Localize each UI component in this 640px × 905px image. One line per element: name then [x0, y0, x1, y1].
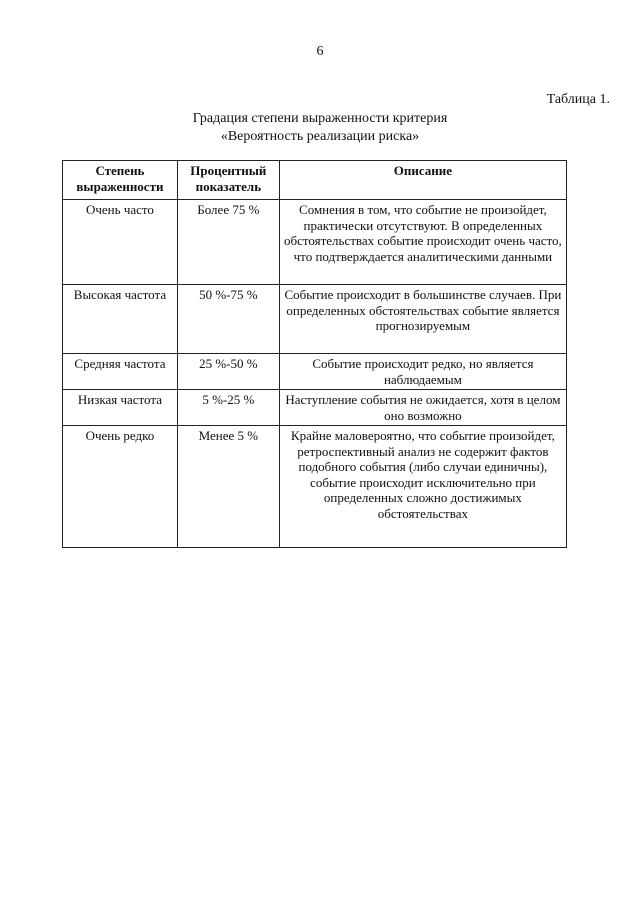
header-degree: Степень выраженности	[63, 161, 178, 200]
cell-percent: 50 %-75 %	[177, 285, 279, 354]
table-row	[63, 354, 567, 390]
table-row	[63, 285, 567, 354]
cell-percent: Более 75 %	[177, 200, 279, 285]
table-title-line-2: «Вероятность реализации риска»	[220, 129, 420, 144]
table-label: Таблица 1.	[546, 92, 610, 107]
cell-description: Сомнения в том, что событие не произойдет, практически отсутствуют. В определенных обстоятельствах событие происходит очень часто, что подтверждается аналитическими данными	[279, 200, 566, 285]
cell-degree: Низкая частота	[63, 390, 178, 426]
cell-degree: Высокая частота	[63, 285, 178, 354]
risk-probability-table	[62, 160, 567, 548]
cell-degree: Очень часто	[63, 200, 178, 285]
cell-percent: 5 %-25 %	[177, 390, 279, 426]
table-row	[63, 390, 567, 426]
table-title-line-1: Градация степени выраженности критерия	[192, 111, 448, 126]
cell-description: Наступление события не ожидается, хотя в целом оно возможно	[279, 390, 566, 426]
cell-description: Событие происходит редко, но является наблюдаемым	[279, 354, 566, 390]
cell-description: Крайне маловероятно, что событие произойдет, ретроспективный анализ не содержит фактов подобного события (либо случаи единичны), событие происходит исключительно при определенных сложно достижимых обстоятельствах	[279, 426, 566, 548]
table-row	[63, 426, 567, 548]
cell-degree: Средняя частота	[63, 354, 178, 390]
cell-percent: 25 %-50 %	[177, 354, 279, 390]
table-caption	[0, 110, 640, 146]
page-number: 6	[316, 44, 324, 59]
cell-percent: Менее 5 %	[177, 426, 279, 548]
cell-degree: Очень редко	[63, 426, 178, 548]
table-header-row	[63, 161, 567, 200]
cell-description: Событие происходит в большинстве случаев. При определенных обстоятельствах событие является прогнозируемым	[279, 285, 566, 354]
header-description: Описание	[279, 161, 566, 200]
table-row	[63, 200, 567, 285]
header-percent: Процентный показатель	[177, 161, 279, 200]
